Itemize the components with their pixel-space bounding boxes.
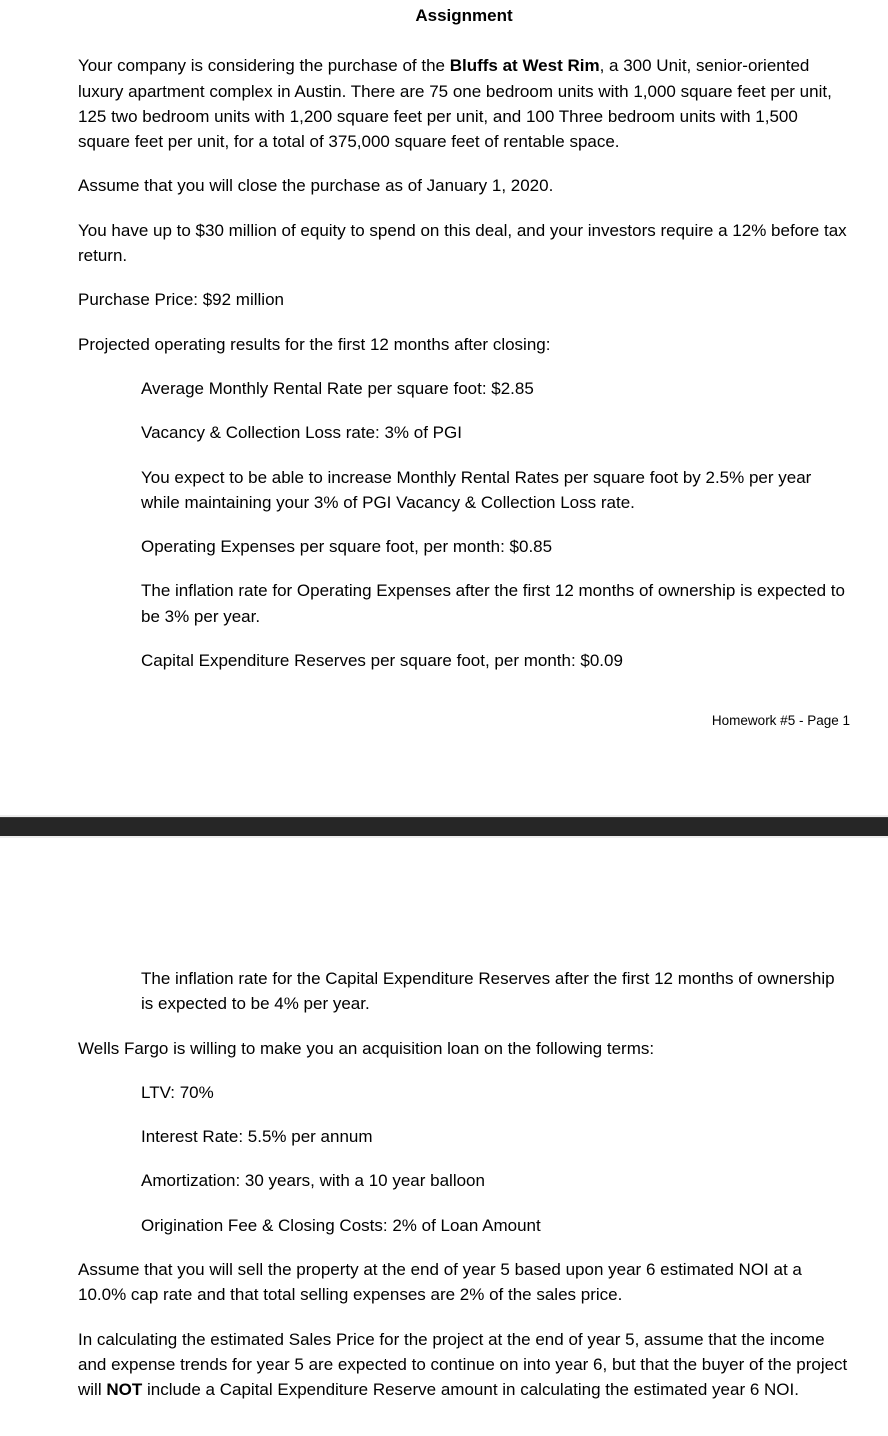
- paragraph-equity: You have up to $30 million of equity to spend on this deal, and your investors require a 12% before tax return.: [78, 220, 847, 266]
- page-separator: [0, 815, 888, 838]
- paragraph-close-date: Assume that you will close the purchase as of January 1, 2020.: [78, 176, 554, 196]
- list-item-amortization: Amortization: 30 years, with a 10 year balloon: [141, 1171, 485, 1191]
- list-item-interest-rate: Interest Rate: 5.5% per annum: [141, 1127, 373, 1147]
- intro-text-post: , a 300 Unit, senior-oriented luxury apartment complex in Austin. There are 75 one bedroom units with 1,000 square feet per unit, 125 two bedroom units with 1,200 square feet per unit, and 100 Three bedroom units with 1,500 square feet per unit, for a total of 375,000 square feet of rentable space.: [78, 56, 832, 152]
- list-item-origination-fee: Origination Fee & Closing Costs: 2% of Loan Amount: [141, 1215, 541, 1235]
- list-item-opex-inflation: The inflation rate for Operating Expenses after the first 12 months of ownership is expected to be 3% per year.: [141, 581, 845, 626]
- paragraph-sales-price-calc: [78, 1327, 850, 1403]
- list-item-capex-reserves: Capital Expenditure Reserves per square foot, per month: $0.09: [141, 651, 623, 671]
- property-name: Bluffs at West Rim: [449, 56, 600, 76]
- paragraph-lender-intro: Wells Fargo is willing to make you an acquisition loan on the following terms:: [78, 1038, 655, 1058]
- sales-price-text-post: include a Capital Expenditure Reserve amount in calculating the estimated year 6 NOI.: [142, 1380, 799, 1400]
- paragraph-property-intro: [78, 53, 850, 154]
- sales-price-emphasis: NOT: [106, 1380, 143, 1400]
- paragraph-projected-intro: Projected operating results for the first 12 months after closing:: [78, 334, 551, 354]
- list-item-vacancy-loss: Vacancy & Collection Loss rate: 3% of PGI: [141, 423, 462, 443]
- list-item-ltv: LTV: 70%: [141, 1082, 214, 1102]
- intro-text-pre: Your company is considering the purchase of the: [78, 56, 450, 76]
- sales-price-text-pre: In calculating the estimated Sales Price for the project at the end of year 5, assume that the income and expense trends for year 5 are expected to continue on into year 6, but that the buyer of the project will: [78, 1329, 848, 1400]
- list-item-rent-growth: You expect to be able to increase Monthly Rental Rates per square foot by 2.5% per year while maintaining your 3% of PGI Vacancy & Collection Loss rate.: [141, 467, 812, 512]
- paragraph-purchase-price: Purchase Price: $92 million: [78, 290, 284, 310]
- document-page-2: [0, 838, 888, 1436]
- paragraph-sale-assumption: Assume that you will sell the property at the end of year 5 based upon year 6 estimated NOI at a 10.0% cap rate and that total selling expenses are 2% of the sales price.: [78, 1260, 802, 1305]
- list-item-capex-inflation: The inflation rate for the Capital Expenditure Reserves after the first 12 months of ownership is expected to be 4% per year.: [141, 969, 835, 1014]
- assignment-title: Assignment: [415, 6, 513, 25]
- page-separator-bar: [0, 817, 888, 836]
- page-footer: Homework #5 - Page 1: [711, 713, 850, 729]
- list-item-rental-rate: Average Monthly Rental Rate per square foot: $2.85: [141, 378, 534, 398]
- list-item-operating-expenses: Operating Expenses per square foot, per month: $0.85: [141, 537, 553, 557]
